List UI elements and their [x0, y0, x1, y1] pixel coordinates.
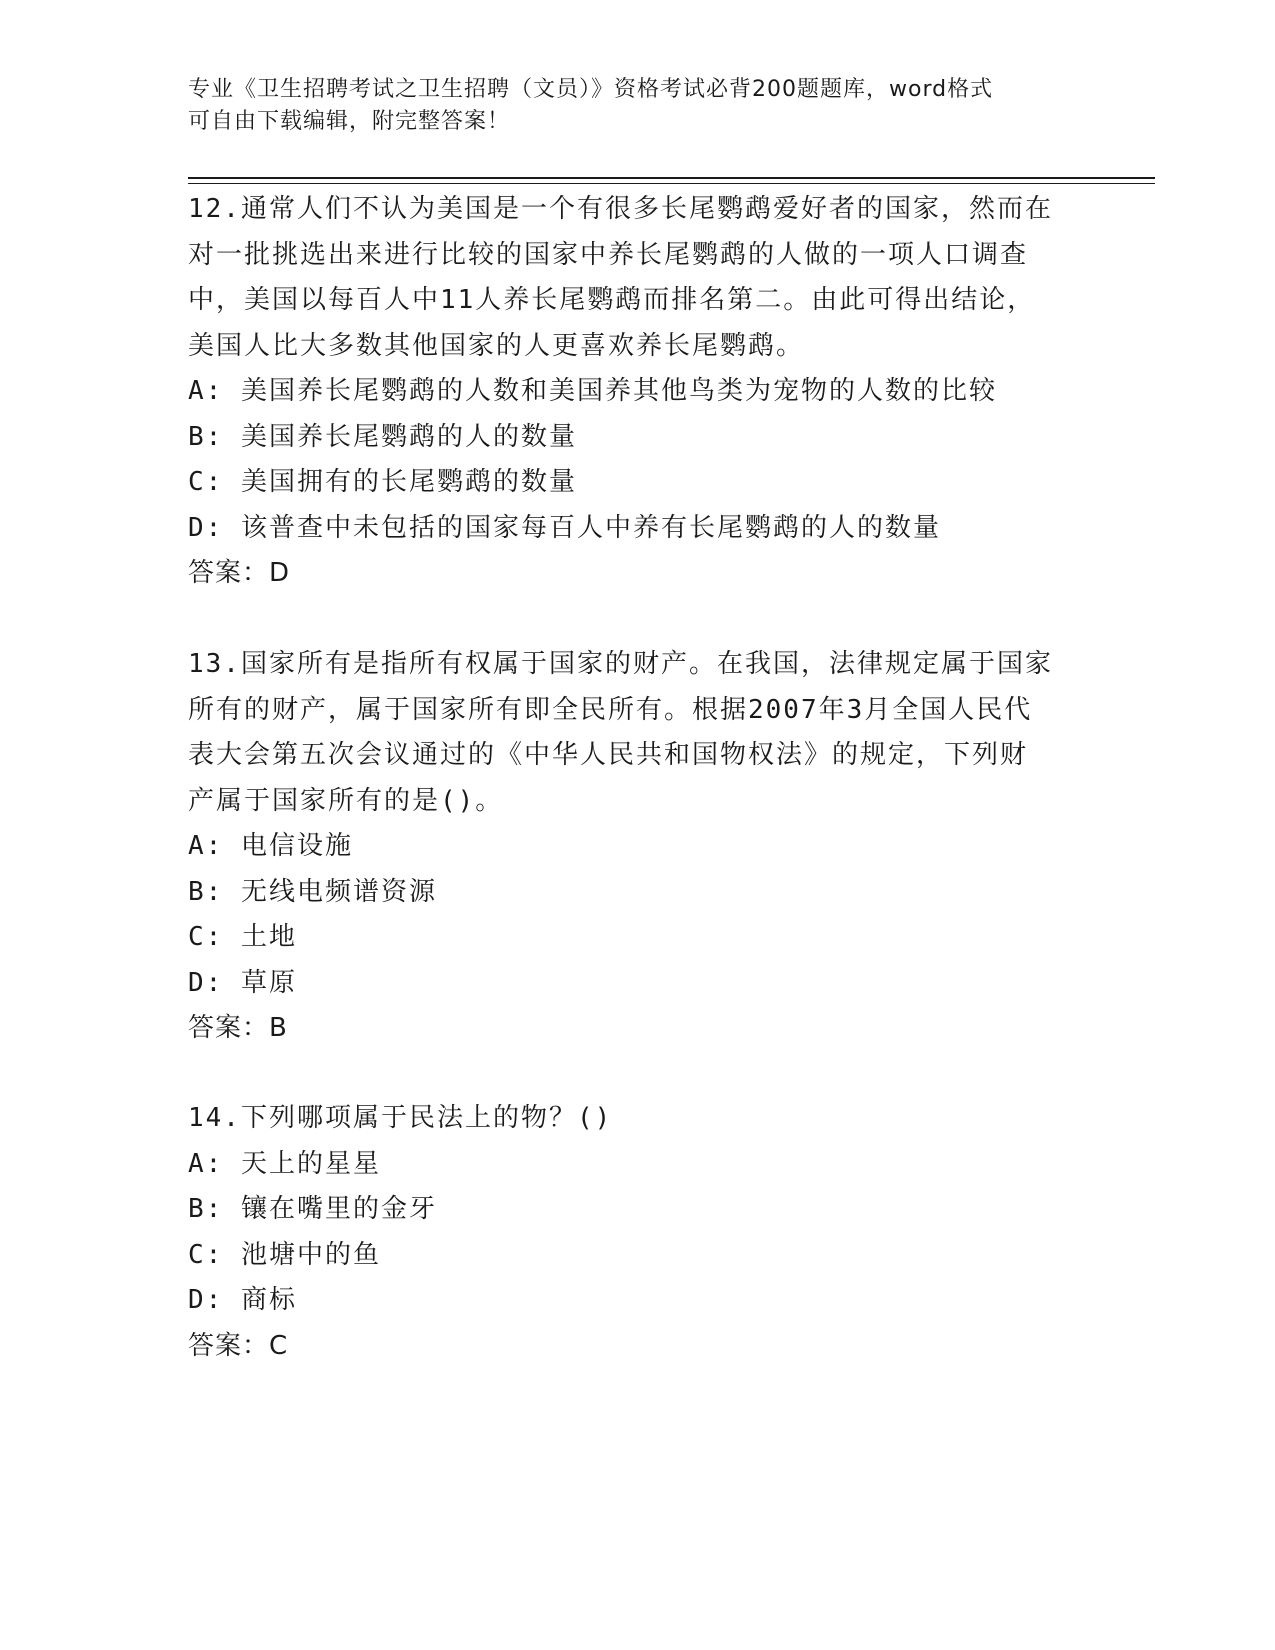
option-d: D: 草原	[188, 967, 297, 998]
option-c: C: 美国拥有的长尾鹦鹉的数量	[188, 467, 577, 497]
option-b: B: 美国养长尾鹦鹉的人的数量	[188, 421, 577, 452]
option-c: C: 土地	[188, 922, 297, 952]
header-title-line-1: 专业《卫生招聘考试之卫生招聘（文员）》资格考试必背200题题库，word格式	[188, 77, 994, 102]
header-divider-thick	[188, 177, 1155, 179]
question-stem: 12.通常人们不认为美国是一个有很多长尾鹦鹉爱好者的国家，然而在 对一批挑选出来进行比较的国家中养长尾鹦鹉的人做的一项人口调查 中，美国以每百人中11人养长尾鹦鹉而排名第二。由此可得出结论， 美国人比大多数其他国家的人更喜欢养长尾鹦鹉。	[188, 194, 1053, 361]
question-14	[188, 1096, 1088, 1369]
option-d: D: 该普查中未包括的国家每百人中养有长尾鹦鹉的人的数量	[188, 512, 941, 543]
option-a: A: 天上的星星	[188, 1148, 381, 1179]
question-stem: 13.国家所有是指所有权属于国家的财产。在我国，法律规定属于国家 所有的财产，属于国家所有即全民所有。根据2007年3月全国人民代 表大会第五次会议通过的《中华人民共和国物权法》的规定，下列财 产属于国家所有的是()。	[188, 649, 1053, 816]
document-header	[188, 74, 1088, 138]
answer: 答案：D	[188, 558, 291, 588]
option-d: D: 商标	[188, 1285, 297, 1315]
header-title-line-2: 可自由下载编辑，附完整答案！	[188, 109, 511, 134]
answer: 答案：C	[188, 1330, 289, 1361]
question-12	[188, 187, 1088, 597]
question-stem: 14.下列哪项属于民法上的物？()	[188, 1103, 613, 1133]
header-divider-thin	[188, 183, 1155, 184]
option-b: B: 镶在嘴里的金牙	[188, 1194, 437, 1224]
option-a: A: 美国养长尾鹦鹉的人数和美国养其他鸟类为宠物的人数的比较	[188, 376, 997, 406]
option-c: C: 池塘中的鱼	[188, 1239, 381, 1270]
question-13	[188, 642, 1088, 1052]
answer: 答案：B	[188, 1013, 288, 1043]
option-b: B: 无线电频谱资源	[188, 876, 437, 907]
option-a: A: 电信设施	[188, 831, 353, 861]
